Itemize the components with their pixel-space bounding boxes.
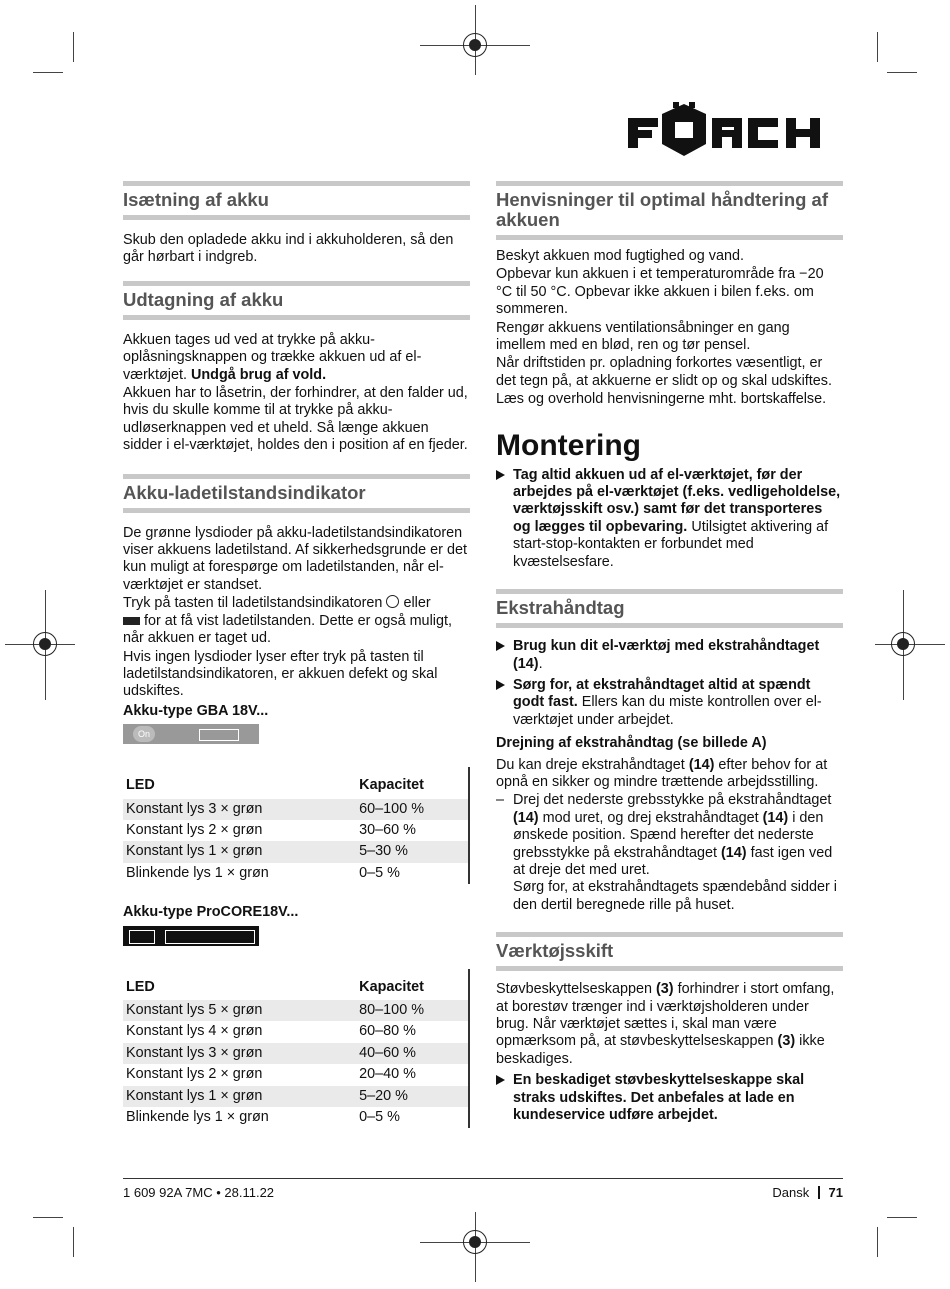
bullet-text: Ellers kan du miste kontrollen over el-værktøjet under arbejdet.: [513, 694, 822, 728]
page-footer: [123, 1178, 843, 1200]
paragraph-text: Sørg for, at ekstrahåndtagets spændebånd sidder i den dertil beregnede rille på huset.: [513, 879, 837, 913]
table-cell: Konstant lys 3 × grøn: [123, 1043, 351, 1064]
table-cell: Konstant lys 1 × grøn: [123, 1086, 351, 1107]
bullet-triangle-icon: [496, 470, 505, 480]
paragraph: [496, 981, 843, 1068]
table-header: [123, 969, 469, 1000]
table-cell: 0–5 %: [351, 1107, 469, 1128]
level-bar: [165, 930, 255, 944]
brand-logo: [626, 100, 842, 158]
table-cell: 5–30 %: [351, 841, 469, 862]
bullet-triangle-icon: [496, 680, 505, 690]
right-column: [496, 181, 843, 1128]
bullet-text: Sørg for, at ekstrahåndtaget altid at spændt godt fast.: [513, 676, 811, 711]
ref-number: (14): [513, 809, 539, 826]
forch-logo-icon: [626, 100, 842, 158]
table-row: [123, 1000, 469, 1021]
section-heading: Ekstrahåndtag: [496, 589, 843, 628]
ref-number: (14): [762, 809, 789, 826]
bullet-triangle-icon: [496, 641, 505, 651]
column-header: Kapacitet: [351, 767, 469, 798]
table-row: [123, 863, 469, 884]
bullet-triangle-icon: [496, 1075, 505, 1085]
paragraph: Akkuen har to låsetrin, der forhindrer, at den falder ud, hvis du skulle komme til at trykke på akku-udløserknappen ved et uheld. Så længe akkuen sidder i el-værktøjet, holdes den i position af en fjeder.: [123, 385, 468, 454]
ref-number: (14): [721, 844, 747, 861]
table-row: [123, 820, 469, 841]
table-cell: 20–40 %: [351, 1064, 469, 1085]
table-cell: Konstant lys 3 × grøn: [123, 799, 351, 820]
table-cell: Konstant lys 2 × grøn: [126, 1066, 263, 1083]
dash-icon: –: [496, 792, 505, 809]
procore-led-table: [123, 969, 470, 1129]
crop-mark: [73, 32, 74, 62]
subheading: Drejning af ekstrahåndtag (se billede A): [496, 735, 767, 752]
charge-button-icon: [386, 595, 399, 608]
column-header: LED: [126, 777, 155, 794]
divider: [818, 1186, 820, 1199]
page-number: 71: [828, 1185, 843, 1200]
dash-item: [496, 792, 843, 914]
table-row: [123, 1086, 469, 1107]
ref-number: (3): [777, 1033, 796, 1050]
table-row: [123, 1043, 469, 1064]
table-cell: Konstant lys 5 × grøn: [123, 1000, 351, 1021]
ref-number: (14): [688, 756, 715, 773]
section-heading: Udtagning af akku: [123, 281, 470, 320]
paragraph-text: i den ønskede position. Spænd herefter det nederste grebsstykke på ekstrahåndtaget: [513, 809, 824, 861]
crop-mark: [33, 1217, 63, 1218]
table-cell: 5–20 %: [351, 1086, 469, 1107]
section-heading: Værktøjsskift: [496, 932, 843, 971]
battery-type-title: Akku-type ProCORE18V...: [123, 904, 299, 921]
table-cell: 80–100 %: [351, 1000, 469, 1021]
table-cell: 30–60 %: [351, 820, 469, 841]
gba-indicator-graphic: [123, 724, 259, 744]
table-cell: Blinkende lys 1 × grøn: [126, 1109, 269, 1125]
registration-mark-icon: [891, 632, 915, 656]
table-cell: Konstant lys 4 × grøn: [126, 1023, 263, 1040]
column-header: Kapacitet: [351, 969, 469, 1000]
ref-number: (3): [655, 981, 674, 998]
paragraph: De grønne lysdioder på akku-ladetilstandsindikatoren viser akkuens ladetilstand. Af sikkerhedsgrunde er det kun muligt at forespørge om ladetilstanden, når el-værktøjet er standset.: [123, 524, 467, 593]
battery-icon: [199, 729, 239, 741]
paragraph: Hvis ingen lysdioder lyser efter tryk på tasten til ladetilstandsindikatoren, er akkuen defekt og skal udskiftes.: [123, 648, 438, 700]
crop-mark: [33, 72, 63, 73]
paragraph-text: mod uret, og drej ekstrahåndtaget: [542, 809, 759, 826]
paragraph: Beskyt akkuen mod fugtighed og vand.: [496, 248, 744, 264]
bullet-text: Tag altid akkuen ud af el-værktøjet, før der arbejdes på el-værktøjet (f.eks. vedligeholdelse, værktøjsskift osv.) samt før det transporteres og lægges til opbevaring.: [513, 466, 841, 535]
bullet-text: Brug kun dit el-værktøj med ekstrahåndtaget: [513, 638, 820, 655]
language-label: Dansk: [772, 1185, 810, 1200]
section-heading: Isætning af akku: [123, 181, 470, 220]
left-column: [123, 181, 470, 1128]
battery-icon: [129, 930, 155, 944]
table-cell: Blinkende lys 1 × grøn: [126, 864, 269, 881]
bullet-item: [496, 1072, 843, 1124]
ref-number: (14): [513, 655, 539, 672]
bullet-text: Utilsigtet aktivering af start-stop-kontakten er forbundet med kvæstelsesfare.: [513, 518, 829, 570]
paragraph: Læs og overhold henvisningerne mht. bortskaffelse.: [496, 391, 827, 408]
paragraph-text: eller: [403, 595, 431, 612]
paragraph-text: Akkuen tages ud ved at trykke på akku-oplåsningsknappen og trække akkuen ud af el-værktøjet.: [123, 331, 422, 383]
table-cell: 60–80 %: [351, 1021, 469, 1042]
paragraph-text: Drej det nederste grebsstykke på ekstrahåndtaget: [513, 792, 832, 809]
crop-mark: [73, 1227, 74, 1257]
paragraph: Når driftstiden pr. opladning forkortes væsentligt, er det tegn på, at akkuerne er slidt op og skal udskiftes.: [496, 355, 832, 389]
registration-mark-icon: [33, 632, 57, 656]
table-row: [123, 1021, 469, 1042]
paragraph: [123, 332, 470, 384]
bullet-item: [496, 467, 843, 571]
crop-mark: [887, 1217, 917, 1218]
document-code: 1 609 92A 7MC • 28.11.22: [123, 1185, 275, 1200]
section-heading: Akku-ladetilstandsindikator: [123, 474, 470, 513]
bullet-item: Brug kun dit el-værktøj med ekstrahåndtaget (14).: [496, 638, 843, 673]
crop-mark: [887, 72, 917, 73]
paragraph-text: Du kan dreje ekstrahåndtaget: [496, 756, 685, 773]
registration-mark-icon: [463, 33, 487, 57]
chapter-title: Montering: [496, 428, 641, 462]
table-cell: 60–100 %: [351, 799, 469, 820]
table-cell: 40–60 %: [351, 1043, 469, 1064]
paragraph-text: forhindrer i stort omfang, at borestøv trænger ind i værktøjsholderen under brug. Når værktøjet sættes i, skal man være opmærksom på, at støvbeskyttelseskappen: [496, 981, 835, 1050]
section-heading: Henvisninger til optimal håndtering af akkuen: [496, 181, 843, 240]
table-cell: 0–5 %: [351, 863, 469, 884]
column-header: LED: [126, 978, 155, 995]
table-cell: Konstant lys 1 × grøn: [123, 841, 351, 862]
paragraph-text: fast igen ved at dreje det med uret.: [513, 844, 833, 878]
paragraph: Skub den opladede akku ind i akkuholderen, så den går hørbart i indgreb.: [123, 232, 454, 266]
table-header: [123, 767, 469, 798]
paragraph: [496, 757, 843, 792]
bullet-text: En beskadiget støvbeskyttelseskappe skal straks udskiftes. Det anbefales at lade en kundeservice udføre arbejdet.: [513, 1072, 805, 1124]
paragraph-text: Støvbeskyttelseskappen: [496, 981, 652, 998]
battery-icon: [123, 617, 140, 625]
procore-indicator-graphic: [123, 926, 259, 946]
paragraph-text: efter behov for at opnå en sikker og mindre trættende arbejdsstilling.: [496, 756, 828, 790]
paragraph-text: ikke beskadiges.: [496, 1033, 825, 1067]
page-info: [772, 1184, 843, 1201]
paragraph: Rengør akkuens ventilationsåbninger en gang imellem med en blød, ren og tør pensel.: [496, 319, 790, 354]
registration-mark-icon: [463, 1230, 487, 1254]
table-row: [123, 1064, 469, 1085]
paragraph-text: for at få vist ladetilstanden. Dette er også muligt, når akkuen er taget ud.: [123, 612, 452, 647]
battery-type-title: Akku-type GBA 18V...: [123, 702, 269, 719]
crop-mark: [877, 32, 878, 62]
paragraph: [123, 595, 470, 647]
table-row: [123, 841, 469, 862]
table-cell: Konstant lys 2 × grøn: [126, 821, 263, 838]
gba-led-table: [123, 767, 470, 884]
crop-mark: [877, 1227, 878, 1257]
table-row: [123, 1107, 469, 1128]
bullet-item: [496, 677, 843, 729]
paragraph-text: Tryk på tasten til ladetilstandsindikatoren: [123, 595, 383, 612]
warning-text: Undgå brug af vold.: [190, 366, 327, 383]
on-button-icon: On: [133, 726, 155, 742]
table-row: [123, 799, 469, 820]
paragraph: Opbevar kun akkuen i et temperaturområde fra −20 °C til 50 °C. Opbevar ikke akkuen i bilen f.eks. om sommeren.: [496, 266, 824, 318]
